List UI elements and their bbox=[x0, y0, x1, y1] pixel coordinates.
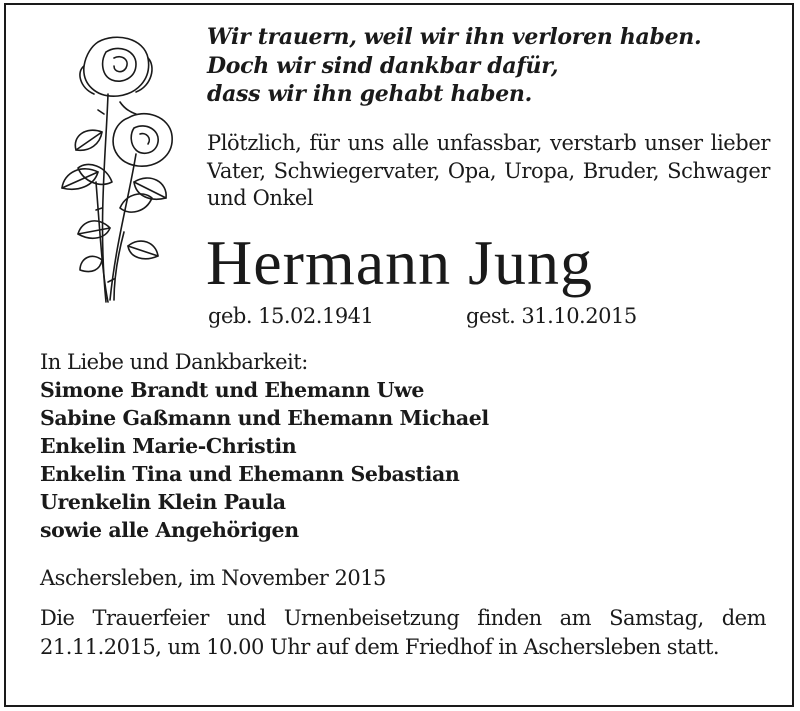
poem-line-3: dass wir ihn gehabt haben. bbox=[207, 81, 532, 107]
life-dates bbox=[208, 302, 768, 330]
death-date: gest. 31.10.2015 bbox=[466, 304, 637, 328]
mourner-name: Simone Brandt und Ehemann Uwe bbox=[40, 378, 425, 402]
funeral-info: Die Trauerfeier und Urnenbeisetzung finden am Samstag, dem 21.11.2015, um 10.00 Uhr auf dem Friedhof in Aschersleben statt. bbox=[40, 606, 766, 659]
memorial-poem bbox=[207, 23, 767, 109]
birth-date: geb. 15.02.1941 bbox=[208, 304, 374, 328]
place-and-date: Aschersleben, im November 2015 bbox=[40, 566, 386, 590]
poem-line-2: Doch wir sind dankbar dafür, bbox=[207, 52, 559, 79]
poem-line-1: Wir trauern, weil wir ihn verloren haben. bbox=[207, 24, 702, 50]
mourners-block bbox=[40, 348, 770, 544]
deceased-name: Hermann Jung bbox=[206, 227, 594, 298]
mourner-name: Urenkelin Klein Paula bbox=[40, 490, 286, 514]
mourner-name: Enkelin Tina und Ehemann Sebastian bbox=[40, 462, 460, 486]
mourner-name: sowie alle Angehörigen bbox=[40, 518, 299, 542]
mourner-name: Enkelin Marie-Christin bbox=[40, 434, 297, 458]
mourner-name: Sabine Gaßmann und Ehemann Michael bbox=[40, 406, 489, 430]
intro-text: Plötzlich, für uns alle unfassbar, verstarb unser lieber Vater, Schwiegervater, Opa, Uropa, Bruder, Schwager und Onkel bbox=[207, 131, 770, 210]
mourners-heading: In Liebe und Dankbarkeit: bbox=[40, 350, 308, 374]
rose-bouquet-icon bbox=[36, 32, 186, 312]
